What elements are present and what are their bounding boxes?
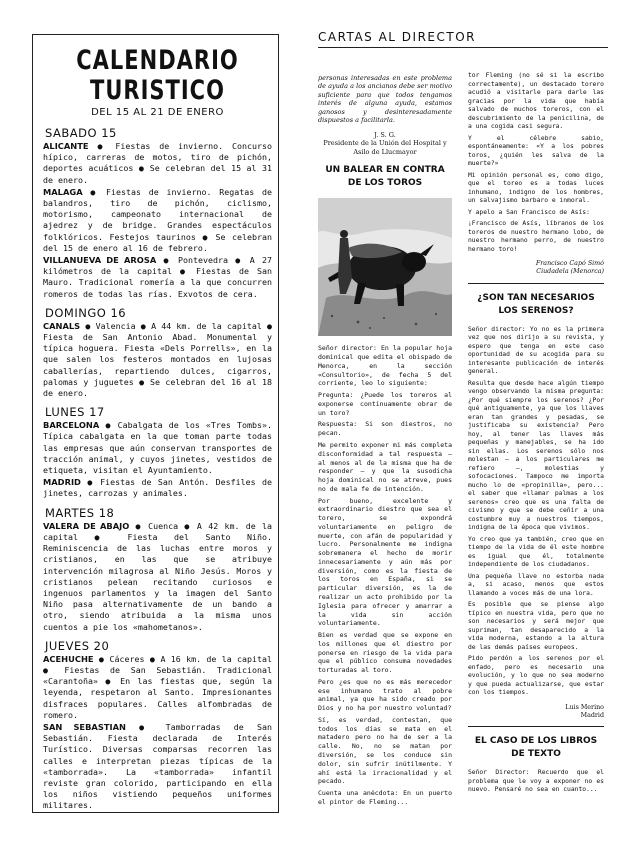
paragraph: tor Fleming (no sé si la escribo correctamente), un destacado torero acudió a visitarle para darle las gracias por la vida que había salvado de muchos toreros, con el descubrimiento de la penicilina, de a una cogida casi segura. (468, 72, 604, 130)
bullfight-photo (318, 198, 452, 336)
calendar-entry-text: ● Valencia ● A 44 km. de la capital ● Fiesta de San Antonio Abad. Monumental y típica hoguera. Fiesta «Dels Porrells», en la que salen los festeros montados en lujosas caballerías, repartiendo dulces, cigarros, palomas y juguetes ● Se celebran del 16 al 18 de enero. (43, 320, 272, 399)
calendar-entry (43, 722, 272, 812)
paragraph: Señor director: En la popular hoja dominical que edita el obispado de Menorca, en la sección «Consultorio», de fecha 5 del corriente, leo lo siguiente: (318, 344, 452, 388)
paragraph: Respuesta: Si son diestros, no pecan. (318, 420, 452, 438)
paragraph: Pregunta: ¿Puede los toreros al exponerse continuamente obrar de un toro? (318, 391, 452, 417)
calendar-entry-place: MADRID (43, 477, 81, 488)
paragraph: Es posible que se piense algo típico en nuestra vida, pero que no son necesarios y será mejor que supriman, tan desaparecido a la vida moderna, estando a la altura de las demás países europeos. (468, 601, 604, 651)
calendar-entry-place: ALICANTE (43, 141, 89, 151)
paragraph: Pido perdón a los serenos por el enfado, pero es necesario una evolución, y lo que no sea moderno y que pueda actualizarse, que estar con los tiempos. (468, 655, 604, 697)
divider (468, 726, 604, 727)
letter-toros-continued (468, 72, 604, 254)
section-header: CARTAS AL DIRECTOR (318, 30, 608, 48)
calendar-entry-place: VALERA DE ABAJO (43, 520, 130, 531)
paragraph: Y el célebre sabio, espontáneamente: «Y a los pobres toros, ¿quién les salva de la muerte?» (468, 134, 604, 167)
calendar-entry-text: ● Cabalgata de los «Tres Tombs». Típica cabalgata en la que toman parte todas las empresas que aún conservan transportes de tracción animal, y cuyos jinetes, vestidos de etiqueta, visitan el Ayuntamiento. (43, 420, 272, 476)
calendar-entry-place: MALAGA (43, 186, 83, 197)
paragraph: Señor director: Yo no es la primera vez que nos dirijo a su revista, y espero que tenga en este caso oportunidad de su acogida para su interesante publicación de interés general. (468, 325, 604, 376)
paragraph: Resulta que desde hace algún tiempo vengo observando la misma pregunta: ¿Por qué siempre los serenos? ¿Por qué antiguamente, ya que los llaves eran tan grandes y pesadas, se justificaba su existencia? Pero hoy, al tener las llaves más pequeñas y manejables, se ha ido sin ellas. Los serenos sólo nos molestan — a los particulares me refiero —, molestias y sofocaciones. Tampoco me importa mucho lo de «propinilla», pero... el saber que «llamar palmas a los serenos» creo que es una falta de civismo y que se debe ceñir a una costumbre muy a nuestros tiempos, indigna de la época que vivimos. (468, 379, 604, 532)
paragraph: ¡Francisco de Asís, líbranos de los toreros de nuestro hermano lobo, de nuestro hermano perro, de nuestro hermano toro! (468, 220, 604, 253)
calendar-entry (43, 141, 272, 186)
letter-title-serenos: ¿SON TAN NECESARIOS LOS SERENOS? (477, 292, 595, 316)
calendar-days (43, 126, 272, 812)
calendar-entry (43, 521, 272, 633)
calendar-entry (43, 654, 272, 721)
paragraph: Cuenta una anécdota: En un puerto el pintor de Fleming... (318, 789, 452, 806)
paragraph: Por bueno, excelente y extraordinario diestro que sea el torero, se expondrá voluntariamente en peligro de muerte, con afán de popularidad y lucro. Personalmente me indigna sobremanera el hecho de morir innecesariamente y aún más por diversión, como es la fiesta de los toros en España, si se particular diversión, es la de realizar un acto prohibido por la Iglesia para ofrecer y amarrar a la vida sin acción voluntariamente. (318, 496, 452, 628)
calendar-entry-text: ● Fiestas de San Antón. Desfiles de jinetes, carrozas y animales. (43, 477, 272, 499)
paragraph: Sí, es verdad, contestan, que todos los días se mata en el matadero pero no ha de ser a la calle. No, no se matan por diversión, se los conduce sin dolor, sin sufrir inútilmente. Y ahí está la irracionalidad y el pecado. (318, 715, 452, 786)
calendar-entry (43, 187, 272, 254)
signature-2: Francisco Capó Simó Ciudadela (Menorca) (535, 260, 604, 276)
calendar-entry-place: VILLANUEVA DE AROSA (43, 255, 157, 266)
paragraph: Bien es verdad que se expone en los millones que el diestro por ponerse en riesgo de la vida para que el público consuma novedades torturadas al toro. (318, 631, 452, 675)
paragraph: Una pequeña llave no estorba nada a, si acaso, menos que estos llamando a voces más de una lora. (468, 572, 604, 597)
calendar-entry (43, 477, 272, 499)
paragraph: Mi opinión personal es, como digo, que el toreo es a todas luces inhumano, indigno de los hombres, un salvajismo barbaro e inmoral. (468, 171, 604, 204)
paragraph: Yo creo que ya también, creo que en tiempo de la vida de él este hombre es igual que él, totalmente independiente de los ciudadanos. (468, 535, 604, 569)
signature-3: Luis Merino Madrid (565, 703, 604, 719)
divider (468, 283, 604, 284)
letter-libros-body: Señor Director: Recuerdo que el problema que le voy a exponer no es nuevo. Pensaré no sea en cuanto... (468, 769, 604, 794)
letters-right-column (468, 72, 604, 798)
calendar-day-heading: JUEVES 20 (45, 638, 110, 653)
calendar-entry (43, 321, 272, 399)
calendar-day-heading: LUNES 17 (45, 405, 105, 420)
signature-1: J. S. G. Presidente de la Unión del Hospital y Asilo de Llucmayor (323, 130, 447, 156)
calendar-entry-text: ● Cáceres ● A 16 km. de la capital ● Fiestas de San Sebastián. Tradicional «Carantoña» ● En las fiestas que, según la leyenda, respetaron al Santo. Impresionantes disfraces populares. Calles alfombradas de romero. (43, 653, 272, 720)
calendar-entry-place: ACEHUCHE (43, 653, 94, 664)
calendar-day-heading: SABADO 15 (45, 126, 117, 140)
letter-title-libros: EL CASO DE LOS LIBROS DE TEXTO (474, 736, 598, 760)
calendar-subtitle: DEL 15 AL 21 DE ENERO (91, 107, 224, 118)
calendar-entry-place: SAN SEBASTIAN (43, 721, 126, 732)
bullfight-image-icon (318, 198, 452, 336)
calendar-title: CALENDARIO TURISTICO (76, 45, 239, 105)
calendar-day-heading: DOMINGO 16 (45, 305, 127, 320)
calendar-day-heading: MARTES 18 (45, 505, 115, 520)
paragraph: Pero ¿es que no es más merecedor ese inhumano trato al pobre animal, ya que ha sido creado por Dios y no ha por nuestro voluntad? (318, 677, 452, 713)
calendar-entry-text: ● Cuenca ● A 42 km. de la capital ● Fiesta del Santo Niño. Reminiscencia de las luchas entre moros y cristianos, en las que se atribuye intervención milagrosa al Niño Jesús. Moros y cristianos pelean recitando curiosos e ingenuos parlamentos y la imagen del Santo Niño pasa alternativamente de un bando a otro, siendo atribuida a la misma unos cuentos a pie los «mahometanos». (43, 520, 272, 632)
letter-serenos-body (468, 326, 604, 698)
letter-toros-body (318, 344, 452, 806)
calendar-entry-text: ● Pontevedra ● A 27 kilómetros de la capital ● Fiestas de San Mauro. Tradicional romería a la que concurren romeros de todas las rías. Exvotos de cera. (43, 255, 272, 299)
calendar-entry (43, 420, 272, 476)
letter-title-toros: UN BALEAR EN CONTRA DE LOS TOROS (325, 165, 445, 189)
letters-middle-column (318, 30, 476, 810)
calendar-entry-text: ● Tamborradas de San Sebastián. Fiesta declarada de Interés Turístico. Diversas comparsas recorren las calles e interpretan piezas típicas de la «tamborrada». La «tamborrada» infantil reviste gran colorido, participando en ella los niños vistiendo pequeños uniformes militares. (43, 721, 272, 811)
calendar-entry-text: ● Fiestas de invierno. Regatas de balandros, tiro de pichón, ciclismo, motorismo, campeonato internacional de ajedrez y de bridge. Grandes espectáculos folklóricos. Festejos taurinos ● Se celebran del 15 de enero al 16 de febrero. (43, 186, 273, 253)
calendar-entry-place: CANALS (43, 320, 81, 331)
calendar-box (32, 34, 279, 813)
calendar-entry-place: BARCELONA (43, 420, 100, 431)
calendar-entry (43, 255, 272, 300)
paragraph: Y apelo a San Francisco de Asís: (468, 208, 590, 216)
intro-paragraph: personas interesadas en este problema de ayuda a los ancianos debe ser motivo suficiente para que todos tengamos interés de alguna ayuda, estamos ganosos y desinteresadamente dispuestos a facilitarla. (318, 74, 452, 125)
paragraph: Me permito exponer mi más completa disconformidad a tal respuesta — al menos al de la misma que ha de responder — y que la susodicha hoja dominical no se atreve, pues no de mala fe de intención. (318, 440, 452, 493)
calendar-entry-text: ● Fiestas de invierno. Concurso hípico, carreras de motos, tiro de pichón, deportes acuáticos ● Se celebran del 15 al 31 de enero. (43, 141, 273, 185)
